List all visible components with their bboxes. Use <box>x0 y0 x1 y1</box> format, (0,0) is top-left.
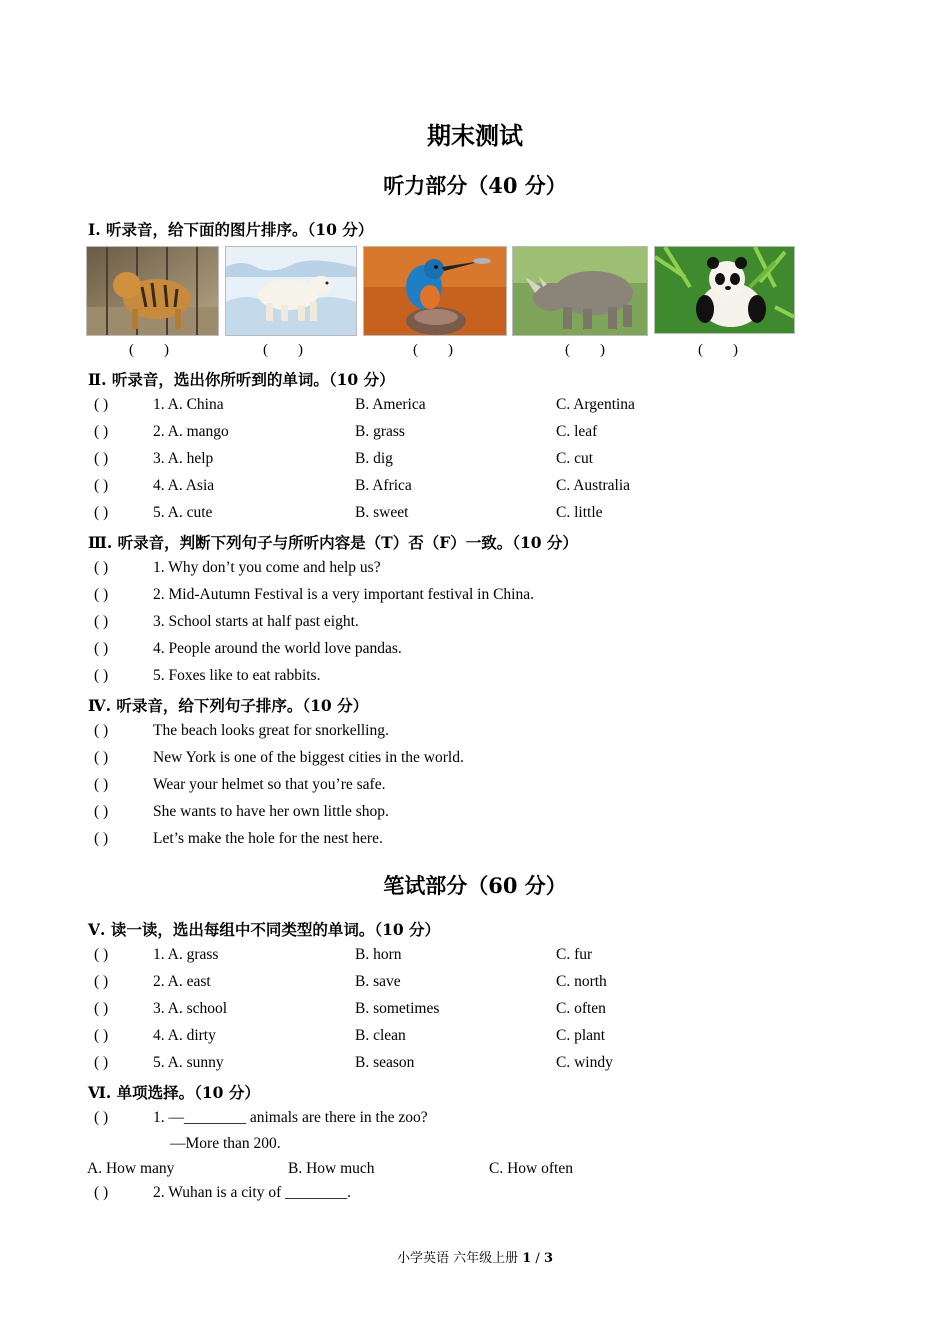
option-b: B. dig <box>355 450 393 467</box>
option-a: A. How many <box>87 1160 175 1177</box>
option-a: 3. A. help <box>153 450 214 467</box>
page-number: 1 <box>522 1251 532 1266</box>
option-a: 2. A. east <box>153 973 211 990</box>
polar-bear-picture <box>225 246 357 336</box>
option-c: C. Australia <box>556 477 631 494</box>
option-b: B. Africa <box>355 477 412 494</box>
option-c: C. windy <box>556 1054 613 1071</box>
answer-blank[interactable]: ( ) <box>94 450 109 467</box>
option-b: B. grass <box>355 423 405 440</box>
answer-blank[interactable]: ( ) <box>94 1184 109 1201</box>
answer-blank[interactable]: ( ) <box>94 1027 109 1044</box>
listening-part-title: 听力部分（40 分） <box>383 173 567 198</box>
option-b: B. sweet <box>355 504 409 521</box>
page-title: 期末测试 <box>427 121 523 150</box>
option-a: 5. A. cute <box>153 504 213 521</box>
option-a: 5. A. sunny <box>153 1054 224 1071</box>
dialogue-answer: —More than 200. <box>170 1135 281 1152</box>
answer-blank[interactable]: ( ) <box>94 477 109 494</box>
rhinoceros-picture <box>512 246 648 336</box>
question-text: 1. —________ animals are there in the zoo? <box>153 1109 428 1126</box>
answer-blank[interactable]: ( ) <box>94 803 109 820</box>
section3-heading: Ⅲ. 听录音，判断下列句子与所听内容是（T）否（F）一致。（10 分） <box>88 533 578 552</box>
option-b: B. clean <box>355 1027 406 1044</box>
option-b: B. America <box>355 396 426 413</box>
answer-blank[interactable]: ( ) <box>94 504 109 521</box>
picture5-answer-blank[interactable]: ( ) <box>698 342 738 358</box>
option-c: C. often <box>556 1000 606 1017</box>
answer-blank[interactable]: ( ) <box>94 613 109 630</box>
answer-blank[interactable]: ( ) <box>94 423 109 440</box>
page-total: 3 <box>543 1251 553 1266</box>
answer-blank[interactable]: ( ) <box>94 586 109 603</box>
sentence: The beach looks great for snorkelling. <box>153 722 389 739</box>
sentence: 1. Why don’t you come and help us? <box>153 559 381 576</box>
answer-blank[interactable]: ( ) <box>94 749 109 766</box>
option-a: 3. A. school <box>153 1000 228 1017</box>
sentence: 2. Mid-Autumn Festival is a very important festival in China. <box>153 586 534 603</box>
answer-blank[interactable]: ( ) <box>94 640 109 657</box>
page-separator: / <box>531 1251 544 1266</box>
answer-blank[interactable]: ( ) <box>94 667 109 684</box>
option-a: 2. A. mango <box>153 423 229 440</box>
option-c: C. cut <box>556 450 594 467</box>
option-a: 1. A. China <box>153 396 224 413</box>
option-c: C. little <box>556 504 603 521</box>
option-a: 1. A. grass <box>153 946 219 963</box>
panda-picture <box>654 246 795 334</box>
option-b: B. horn <box>355 946 402 963</box>
picture2-answer-blank[interactable]: ( ) <box>263 342 303 358</box>
tiger-picture <box>86 246 219 336</box>
sentence: 5. Foxes like to eat rabbits. <box>153 667 321 684</box>
options-row <box>87 1160 787 1182</box>
sentence: Wear your helmet so that you’re safe. <box>153 776 386 793</box>
answer-blank[interactable]: ( ) <box>94 1000 109 1017</box>
section6-heading: Ⅵ. 单项选择。（10 分） <box>88 1083 260 1102</box>
option-c: C. Argentina <box>556 396 635 413</box>
section1-heading: Ⅰ. 听录音，给下面的图片排序。（10 分） <box>88 220 374 239</box>
sentence: Let’s make the hole for the nest here. <box>153 830 383 847</box>
page-footer <box>0 1247 950 1266</box>
section4-heading: Ⅳ. 听录音，给下列句子排序。（10 分） <box>88 696 369 715</box>
answer-blank[interactable]: ( ) <box>94 1109 109 1126</box>
picture1-answer-blank[interactable]: ( ) <box>129 342 169 358</box>
option-b: B. save <box>355 973 401 990</box>
option-c: C. plant <box>556 1027 606 1044</box>
answer-blank[interactable]: ( ) <box>94 1054 109 1071</box>
section2-heading: Ⅱ. 听录音，选出你所听到的单词。（10 分） <box>88 370 395 389</box>
option-c: C. fur <box>556 946 593 963</box>
section5-heading: Ⅴ. 读一读，选出每组中不同类型的单词。（10 分） <box>88 920 441 939</box>
option-c: C. north <box>556 973 607 990</box>
sentence: 3. School starts at half past eight. <box>153 613 359 630</box>
option-c: C. leaf <box>556 423 598 440</box>
option-b: B. season <box>355 1054 415 1071</box>
answer-blank[interactable]: ( ) <box>94 396 109 413</box>
kingfisher-picture <box>363 246 507 336</box>
sentence: New York is one of the biggest cities in the world. <box>153 749 464 766</box>
answer-blank[interactable]: ( ) <box>94 946 109 963</box>
writing-part-title: 笔试部分（60 分） <box>383 873 567 898</box>
picture3-answer-blank[interactable]: ( ) <box>413 342 453 358</box>
answer-blank[interactable]: ( ) <box>94 559 109 576</box>
sentence: She wants to have her own little shop. <box>153 803 389 820</box>
option-c: C. How often <box>489 1160 573 1177</box>
answer-blank[interactable]: ( ) <box>94 722 109 739</box>
question-text: 2. Wuhan is a city of ________. <box>153 1184 351 1201</box>
answer-blank[interactable]: ( ) <box>94 776 109 793</box>
option-b: B. How much <box>288 1160 375 1177</box>
picture4-answer-blank[interactable]: ( ) <box>565 342 605 358</box>
picture-row <box>86 246 806 338</box>
option-a: 4. A. Asia <box>153 477 215 494</box>
answer-blank[interactable]: ( ) <box>94 973 109 990</box>
sentence: 4. People around the world love pandas. <box>153 640 402 657</box>
footer-text: 小学英语 六年级上册 <box>396 1251 523 1266</box>
option-a: 4. A. dirty <box>153 1027 216 1044</box>
option-b: B. sometimes <box>355 1000 440 1017</box>
answer-blank[interactable]: ( ) <box>94 830 109 847</box>
